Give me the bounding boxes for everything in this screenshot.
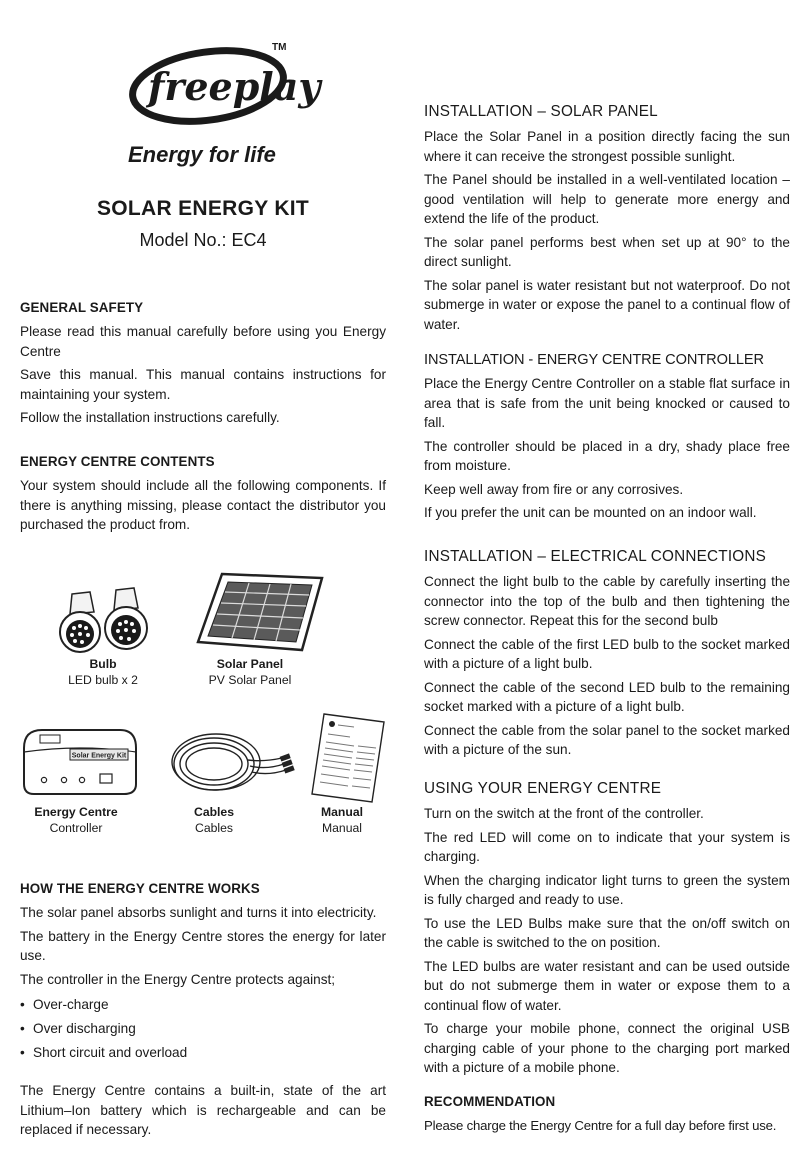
caption-title: Energy Centre xyxy=(34,805,118,819)
paragraph: The solar panel performs best when set up at 90° to the direct sunlight. xyxy=(424,234,790,269)
logo-word: freeplay xyxy=(148,64,321,109)
solar-panel-caption xyxy=(188,656,312,688)
recommendation-heading: RECOMMENDATION xyxy=(424,1094,556,1109)
contents-heading: ENERGY CENTRE CONTENTS xyxy=(20,454,215,469)
general-safety-section xyxy=(20,300,386,432)
energy-centre-image xyxy=(20,722,140,798)
contents-section xyxy=(20,454,386,539)
install-solar-heading: INSTALLATION – SOLAR PANEL xyxy=(424,103,658,120)
paragraph: Keep well away from fire or any corrosives. xyxy=(424,481,684,497)
led-bulbs-image xyxy=(60,588,150,656)
tagline: Energy for life xyxy=(128,142,276,167)
using-section xyxy=(424,780,790,1082)
model-number: Model No.: EC4 xyxy=(139,230,267,250)
paragraph: Turn on the switch at the front of the controller. xyxy=(424,806,704,821)
paragraph: The solar panel is water resistant but not waterproof. Do not submerge in water or expose the panel to a continual flow of water. xyxy=(424,277,790,332)
device-label: Solar Energy Kit xyxy=(71,752,127,760)
paragraph: Your system should include all the following components. If there is anything missing, please contact the distributor you purchased the product from. xyxy=(20,478,386,532)
caption-desc: Controller xyxy=(49,821,103,835)
caption-desc: Manual xyxy=(322,821,362,835)
trademark: TM xyxy=(272,42,287,53)
bulb-caption xyxy=(58,656,148,688)
paragraph: The red LED will come on to indicate that your system is charging. xyxy=(424,829,790,864)
paragraph: Connect the cable from the solar panel to the socket marked with a picture of the sun. xyxy=(424,722,790,757)
paragraph: Place the Energy Centre Controller on a stable flat surface in area that is safe from the unit being knocked or caused to fall. xyxy=(424,376,790,430)
paragraph: The Panel should be installed in a well-ventilated location – good ventilation will help to generate more energy and extend the life of the product. xyxy=(424,172,790,226)
general-safety-heading: GENERAL SAFETY xyxy=(20,300,144,315)
how-it-works-section xyxy=(20,881,386,1067)
protection-list xyxy=(20,995,386,1063)
paragraph: When the charging indicator light turns to green the system is fully charged and ready to use. xyxy=(424,872,790,907)
install-electrical-section xyxy=(424,548,790,764)
freeplay-logo xyxy=(126,42,321,172)
paragraph: Place the Solar Panel in a position directly facing the sun where it can receive the strongest possible sunlight. xyxy=(424,129,790,164)
paragraph: Connect the cable of the second LED bulb to the remaining socket marked with a picture of a light bulb. xyxy=(424,679,790,714)
cables-image xyxy=(162,730,302,796)
manual-caption xyxy=(308,804,376,836)
list-item: • Short circuit and overload xyxy=(20,1043,386,1063)
paragraph: If you prefer the unit can be mounted on an indoor wall. xyxy=(424,505,757,520)
paragraph: To use the LED Bulbs make sure that the on/off switch on the cable is switched to the on position. xyxy=(424,915,790,950)
paragraph: The controller in the Energy Centre protects against; xyxy=(20,971,336,987)
list-item: • Over-charge xyxy=(20,995,386,1015)
caption-title: Solar Panel xyxy=(216,657,284,671)
list-item: • Over discharging xyxy=(20,1019,386,1039)
paragraph: To charge your mobile phone, connect the original USB charging cable of your phone to the charging port marked with a picture of a mobile phone. xyxy=(424,1021,790,1075)
recommendation-section xyxy=(424,1094,790,1136)
caption-desc: LED bulb x 2 xyxy=(68,673,138,687)
paragraph: The Energy Centre contains a built-in, state of the art Lithium–Ion battery which is rechargeable and can be replaced if necessary. xyxy=(20,1083,386,1137)
using-heading: USING YOUR ENERGY CENTRE xyxy=(424,780,662,797)
paragraph: Please charge the Energy Centre for a full day before first use. xyxy=(424,1118,777,1133)
caption-title: Cables xyxy=(194,805,234,819)
caption-title: Bulb xyxy=(89,657,117,671)
how-it-works-heading: HOW THE ENERGY CENTRE WORKS xyxy=(20,881,260,896)
install-solar-section xyxy=(424,103,790,338)
energy-centre-caption xyxy=(20,804,132,836)
caption-desc: PV Solar Panel xyxy=(208,673,292,687)
paragraph: The controller should be placed in a dry, shady place free from moisture. xyxy=(424,438,790,473)
install-electrical-heading: INSTALLATION – ELECTRICAL CONNECTIONS xyxy=(424,548,767,565)
paragraph: Please read this manual carefully before using you Energy Centre xyxy=(20,324,386,359)
paragraph: Connect the light bulb to the cable by carefully inserting the connector into the top of the bulb and then tightening the screw connector. Repeat this for the second bulb xyxy=(424,574,790,628)
cables-caption xyxy=(170,804,258,836)
battery-note xyxy=(20,1081,386,1140)
caption-title: Manual xyxy=(321,805,363,819)
paragraph: Save this manual. This manual contains instructions for maintaining your system. xyxy=(20,367,386,402)
paragraph: The battery in the Energy Centre stores the energy for later use. xyxy=(20,928,386,963)
install-controller-heading: INSTALLATION - ENERGY CENTRE CONTROLLER xyxy=(424,352,764,368)
paragraph: Connect the cable of the first LED bulb to the socket marked with a picture of a light bulb. xyxy=(424,636,790,671)
install-controller-section xyxy=(424,352,790,527)
manual-image xyxy=(310,712,386,804)
caption-desc: Cables xyxy=(195,821,233,835)
document-title: SOLAR ENERGY KIT xyxy=(96,197,310,220)
solar-panel-image xyxy=(196,570,326,654)
paragraph: The LED bulbs are water resistant and can be used outside but do not submerge them in water or expose them to a continual flow of water. xyxy=(424,958,790,1013)
paragraph: The solar panel absorbs sunlight and turns it into electricity. xyxy=(20,905,377,920)
paragraph: Follow the installation instructions carefully. xyxy=(20,410,280,425)
